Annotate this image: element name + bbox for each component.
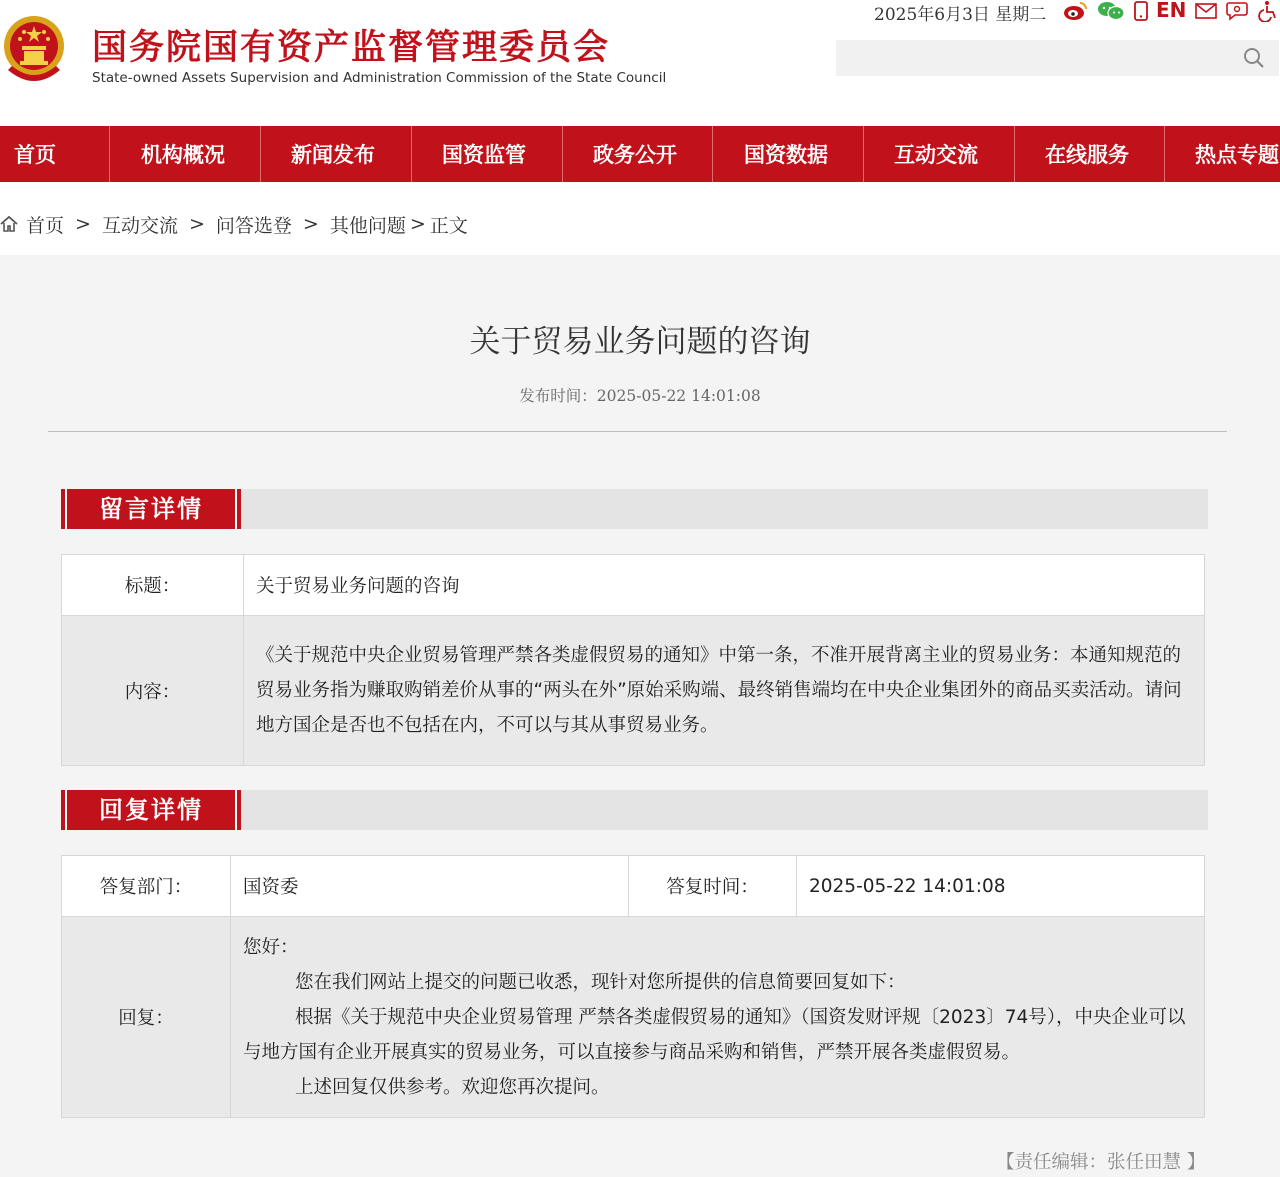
- site-header: [0, 0, 1280, 126]
- breadcrumb-qa[interactable]: 问答选登: [215, 214, 292, 237]
- reply-label: 回复：: [62, 917, 231, 1118]
- nav-item-home[interactable]: 首页: [0, 126, 110, 182]
- weibo-icon[interactable]: [1062, 0, 1088, 22]
- breadcrumb-separator: >: [75, 213, 91, 235]
- main-nav: [0, 126, 1280, 182]
- reply-section-title: 回复详情: [61, 790, 241, 830]
- reply-greeting: 您好：: [243, 936, 299, 958]
- nav-item-data[interactable]: 国资数据: [713, 126, 864, 182]
- title-label: 标题：: [62, 555, 244, 616]
- reply-paragraph: 上述回复仅供参考。欢迎您再次提问。: [295, 1076, 610, 1098]
- accessibility-icon[interactable]: [1256, 0, 1280, 22]
- message-section-header: [61, 489, 1208, 529]
- breadcrumb-other-questions[interactable]: 其他问题: [329, 214, 406, 237]
- national-emblem-logo[interactable]: [2, 12, 66, 90]
- breadcrumb-separator: >: [302, 213, 319, 235]
- table-row: [62, 616, 1205, 766]
- table-row: [62, 917, 1205, 1118]
- nav-item-online-service[interactable]: 在线服务: [1015, 126, 1165, 182]
- table-row: [62, 555, 1205, 616]
- dept-value: 国资委: [231, 856, 629, 917]
- wechat-icon[interactable]: [1096, 0, 1126, 22]
- english-link[interactable]: EN: [1156, 0, 1187, 22]
- breadcrumb: [0, 210, 468, 238]
- home-icon: [0, 215, 18, 233]
- content-value: 《关于规范中央企业贸易管理严禁各类虚假贸易的通知》中第一条，不准开展背离主业的贸易业务：本通知规范的贸易业务指为赚取购销差价从事的“两头在外”原始采购端、最终销售端均在中央企业集团外的商品买卖活动。请问地方国企是否也不包括在内，不可以与其从事贸易业务。: [244, 616, 1205, 766]
- publish-time-label: 发布时间：: [519, 387, 597, 405]
- table-row: [62, 856, 1205, 917]
- title-value: 关于贸易业务问题的咨询: [244, 555, 1205, 616]
- breadcrumb-separator: >: [409, 213, 426, 235]
- message-table: [61, 554, 1205, 766]
- reply-time-value: 2025-05-22 14:01:08: [797, 856, 1205, 917]
- breadcrumb-separator: >: [188, 213, 205, 235]
- nav-item-government-affairs[interactable]: 政务公开: [563, 126, 713, 182]
- breadcrumb-home[interactable]: 首页: [26, 214, 65, 237]
- publish-time-value: 2025-05-22 14:01:08: [596, 387, 761, 405]
- article-title: 关于贸易业务问题的咨询: [469, 324, 811, 360]
- mobile-icon[interactable]: [1132, 0, 1150, 22]
- nav-item-news[interactable]: 新闻发布: [261, 126, 412, 182]
- reply-time-label: 答复时间：: [629, 856, 797, 917]
- nav-item-organization[interactable]: 机构概况: [110, 126, 261, 182]
- site-title-cn[interactable]: 国务院国有资产监督管理委员会: [92, 28, 611, 68]
- nav-item-topics[interactable]: 热点专题: [1195, 142, 1279, 167]
- search-box: [836, 40, 1279, 76]
- reply-paragraph: 您在我们网站上提交的问题已收悉，现针对您所提供的信息简要回复如下：: [295, 971, 906, 993]
- breadcrumb-interaction[interactable]: 互动交流: [101, 214, 178, 237]
- dept-label: 答复部门：: [62, 856, 231, 917]
- message-icon[interactable]: [1225, 0, 1249, 22]
- message-section-title: 留言详情: [61, 489, 241, 529]
- reply-table: [61, 855, 1205, 1118]
- breadcrumb-current: 正文: [429, 214, 468, 237]
- nav-item-supervision[interactable]: 国资监管: [412, 126, 563, 182]
- content-label: 内容：: [62, 616, 244, 766]
- search-input[interactable]: [836, 40, 1236, 76]
- publish-time: [0, 384, 1280, 406]
- current-date: 2025年6月3日 星期二: [874, 5, 1047, 25]
- site-title-en: State-owned Assets Supervision and Administration Commission of the State Council: [92, 70, 667, 86]
- search-icon[interactable]: [1243, 47, 1265, 69]
- divider: [48, 431, 1227, 432]
- reply-section-header: [61, 790, 1208, 830]
- responsible-editor: 【责任编辑：张任田慧 】: [996, 1152, 1206, 1173]
- nav-item-interaction[interactable]: 互动交流: [864, 126, 1015, 182]
- mail-icon[interactable]: [1194, 0, 1218, 22]
- reply-paragraph: 根据《关于规范中央企业贸易管理 严禁各类虚假贸易的通知》（国资发财评规〔2023〕74号），中央企业可以与地方国有企业开展真实的贸易业务，可以直接参与商品采购和销售，严禁开展各类虚假贸易。: [243, 1006, 1186, 1063]
- reply-body: [231, 917, 1205, 1118]
